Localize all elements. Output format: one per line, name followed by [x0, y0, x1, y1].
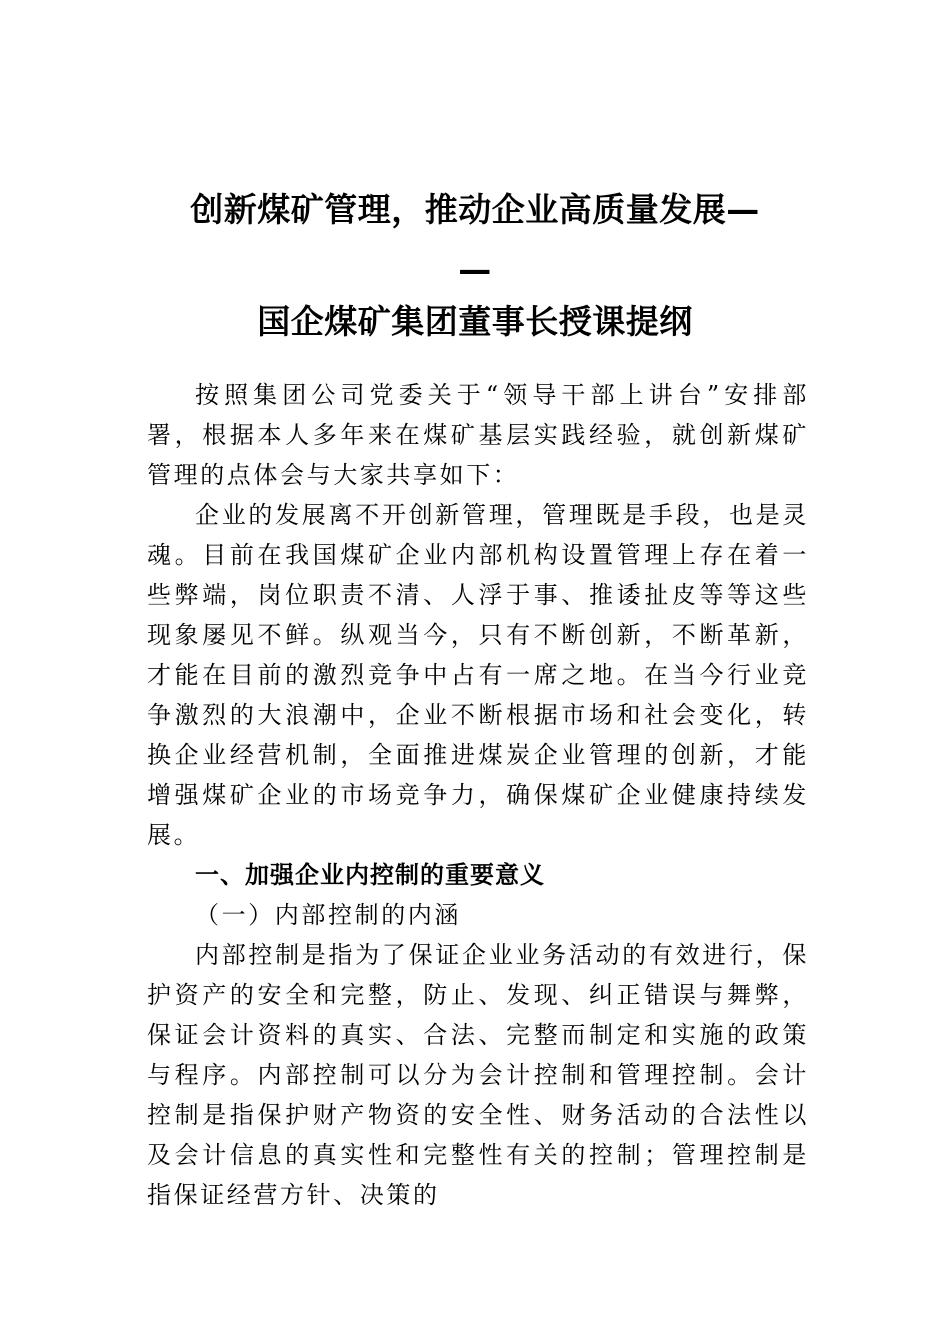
- context-paragraph: 企业的发展离不开创新管理，管理既是手段，也是灵魂。目前在我国煤矿企业内部机构设置管理上存在着一些弊端，岗位职责不清、人浮于事、推诿扯皮等等这些现象屡见不鲜。纵观当今，只有不断创新，不断革新，才能在目前的激烈竞争中占有一席之地。在当今行业竞争激烈的大浪潮中，企业不断根据市场和社会变化，转换企业经营机制，全面推进煤炭企业管理的创新，才能增强煤矿企业的市场竞争力，确保煤矿企业健康持续发展。: [147, 501, 809, 849]
- section-heading: 一、加强企业内控制的重要意义: [195, 861, 545, 889]
- document-title-line-1: 创新煤矿管理，推动企业高质量发展—: [190, 190, 760, 229]
- intro-paragraph: 按照集团公司党委关于“领导干部上讲台”安排部署，根据本人多年来在煤矿基层实践经验，就创新煤矿管理的点体会与大家共享如下：: [147, 381, 809, 489]
- document-body: [147, 375, 809, 1215]
- subsection-heading: （一）内部控制的内涵: [195, 901, 461, 929]
- subsection-paragraph: 内部控制是指为了保证企业业务活动的有效进行，保护资产的安全和完整，防止、发现、纠正错误与舞弊，保证会计资料的真实、合法、完整而制定和实施的政策与程序。内部控制可以分为会计控制和管理控制。会计控制是指保护财产物资的安全性、财务活动的合法性以及会计信息的真实性和完整性有关的控制；管理控制是指保证经营方针、决策的: [147, 941, 809, 1209]
- document-title-line-3: 国企煤矿集团董事长授课提纲: [257, 302, 693, 341]
- document-title-line-2: —: [458, 250, 492, 289]
